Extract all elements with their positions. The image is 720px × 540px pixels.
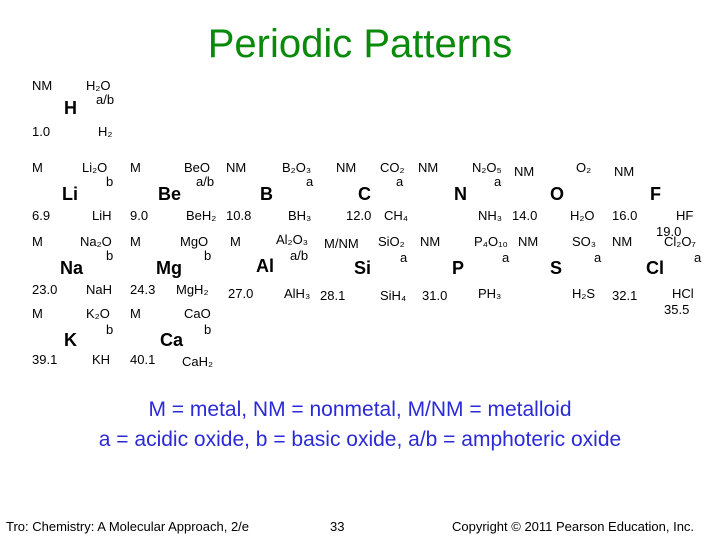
element-oxide: SO₃ bbox=[572, 234, 597, 249]
element-class: NM bbox=[612, 234, 633, 249]
oxide-type: a bbox=[306, 174, 314, 189]
element-oxide: K₂O bbox=[86, 306, 110, 321]
oxide-type: b bbox=[106, 322, 114, 337]
element-symbol: Al bbox=[256, 256, 274, 276]
element-oxide: O₂ bbox=[576, 160, 592, 175]
atomic-mass: 23.0 bbox=[32, 282, 58, 297]
element-symbol: Mg bbox=[156, 258, 182, 278]
element-symbol: Be bbox=[158, 184, 182, 204]
element-class: NM bbox=[420, 234, 441, 249]
atomic-mass: 39.1 bbox=[32, 352, 58, 367]
oxide-type: a bbox=[594, 250, 602, 265]
oxide-type: a/b bbox=[96, 92, 115, 107]
oxide-type: a/b bbox=[290, 248, 309, 263]
element-hydride: KH bbox=[92, 352, 111, 367]
element-hydride: H₂S bbox=[572, 286, 596, 301]
element-hydride: H₂O bbox=[570, 208, 595, 223]
element-class: NM bbox=[518, 234, 539, 249]
element-symbol: P bbox=[452, 258, 465, 278]
atomic-mass: 6.9 bbox=[32, 208, 51, 223]
page-title: Periodic Patterns bbox=[207, 22, 513, 66]
element-oxide: Al₂O₃ bbox=[276, 232, 309, 247]
element-oxide: CaO bbox=[184, 306, 211, 321]
element-symbol: F bbox=[650, 184, 661, 204]
atomic-mass: 14.0 bbox=[512, 208, 538, 223]
oxide-type: a bbox=[694, 250, 702, 265]
element-symbol: K bbox=[64, 330, 77, 350]
page-number: 33 bbox=[330, 519, 345, 534]
atomic-mass: 27.0 bbox=[228, 286, 254, 301]
element-hydride: HCl bbox=[672, 286, 694, 301]
oxide-type: a bbox=[502, 250, 510, 265]
legend-oxide-types: a = acidic oxide, b = basic oxide, a/b = amphoteric oxide bbox=[98, 428, 622, 451]
element-symbol: O bbox=[550, 184, 565, 204]
element-class: M bbox=[130, 234, 141, 249]
element-class: NM bbox=[226, 160, 247, 175]
oxide-type: b bbox=[204, 322, 212, 337]
element-oxide: Li₂O bbox=[82, 160, 108, 175]
element-hydride: NH₃ bbox=[478, 208, 503, 223]
oxide-type: a bbox=[396, 174, 404, 189]
element-hydride: SiH₄ bbox=[380, 288, 407, 303]
element-class: NM bbox=[614, 164, 635, 179]
atomic-mass: 1.0 bbox=[32, 124, 51, 139]
oxide-type: a bbox=[400, 250, 408, 265]
oxide-type: b bbox=[106, 174, 114, 189]
atomic-mass: 32.1 bbox=[612, 288, 638, 303]
element-hydride: AlH₃ bbox=[284, 286, 311, 301]
oxide-type: b bbox=[204, 248, 212, 263]
atomic-mass: 35.5 bbox=[664, 302, 690, 317]
element-symbol: Na bbox=[60, 258, 84, 278]
element-symbol: Ca bbox=[160, 330, 184, 350]
element-class: M bbox=[130, 306, 141, 321]
element-class: NM bbox=[336, 160, 357, 175]
element-oxide: H₂O bbox=[86, 78, 111, 93]
element-hydride: NaH bbox=[86, 282, 113, 297]
element-oxide: SiO₂ bbox=[378, 234, 405, 249]
element-symbol: Li bbox=[62, 184, 78, 204]
atomic-mass: 28.1 bbox=[320, 288, 346, 303]
element-oxide: B₂O₃ bbox=[282, 160, 312, 175]
element-class: NM bbox=[32, 78, 53, 93]
element-class: M bbox=[32, 306, 43, 321]
element-oxide: N₂O₅ bbox=[472, 160, 502, 175]
element-class: NM bbox=[418, 160, 439, 175]
element-hydride: BH₃ bbox=[288, 208, 312, 223]
oxide-type: b bbox=[106, 248, 114, 263]
element-class: M bbox=[230, 234, 241, 249]
element-hydride: HF bbox=[676, 208, 694, 223]
atomic-mass: 24.3 bbox=[130, 282, 156, 297]
atomic-mass: 10.8 bbox=[226, 208, 252, 223]
legend-classification: M = metal, NM = nonmetal, M/NM = metalloid bbox=[148, 398, 572, 421]
element-hydride: BeH₂ bbox=[186, 208, 217, 223]
element-oxide: P₄O₁₀ bbox=[474, 234, 508, 249]
element-class: M bbox=[32, 160, 43, 175]
element-hydride: CH₄ bbox=[384, 208, 409, 223]
element-oxide: MgO bbox=[180, 234, 209, 249]
element-hydride: MgH₂ bbox=[176, 282, 209, 297]
element-symbol: Cl bbox=[646, 258, 664, 278]
atomic-mass: 40.1 bbox=[130, 352, 156, 367]
element-oxide: Na₂O bbox=[80, 234, 112, 249]
atomic-mass: 16.0 bbox=[612, 208, 638, 223]
element-hydride: LiH bbox=[92, 208, 112, 223]
atomic-mass: 19.0 bbox=[656, 224, 682, 239]
atomic-mass: 9.0 bbox=[130, 208, 149, 223]
element-hydride: PH₃ bbox=[478, 286, 502, 301]
element-hydride: CaH₂ bbox=[182, 354, 214, 369]
element-hydride: H₂ bbox=[98, 124, 113, 139]
element-class: M/NM bbox=[324, 236, 359, 251]
oxide-type: a bbox=[494, 174, 502, 189]
element-symbol: N bbox=[454, 184, 467, 204]
element-oxide: CO₂ bbox=[380, 160, 405, 175]
oxide-type: a/b bbox=[196, 174, 215, 189]
element-symbol: B bbox=[260, 184, 273, 204]
footer-source: Tro: Chemistry: A Molecular Approach, 2/e bbox=[6, 519, 250, 534]
footer-copyright: Copyright © 2011 Pearson Education, Inc. bbox=[452, 519, 695, 534]
element-symbol: C bbox=[358, 184, 371, 204]
element-oxide: BeO bbox=[184, 160, 211, 175]
element-class: M bbox=[32, 234, 43, 249]
element-symbol: H bbox=[64, 98, 77, 118]
element-class: NM bbox=[514, 164, 535, 179]
element-class: M bbox=[130, 160, 141, 175]
element-symbol: Si bbox=[354, 258, 372, 278]
atomic-mass: 12.0 bbox=[346, 208, 372, 223]
element-symbol: S bbox=[550, 258, 563, 278]
element-oxide: Cl₂O₇ bbox=[664, 234, 696, 249]
atomic-mass: 31.0 bbox=[422, 288, 448, 303]
